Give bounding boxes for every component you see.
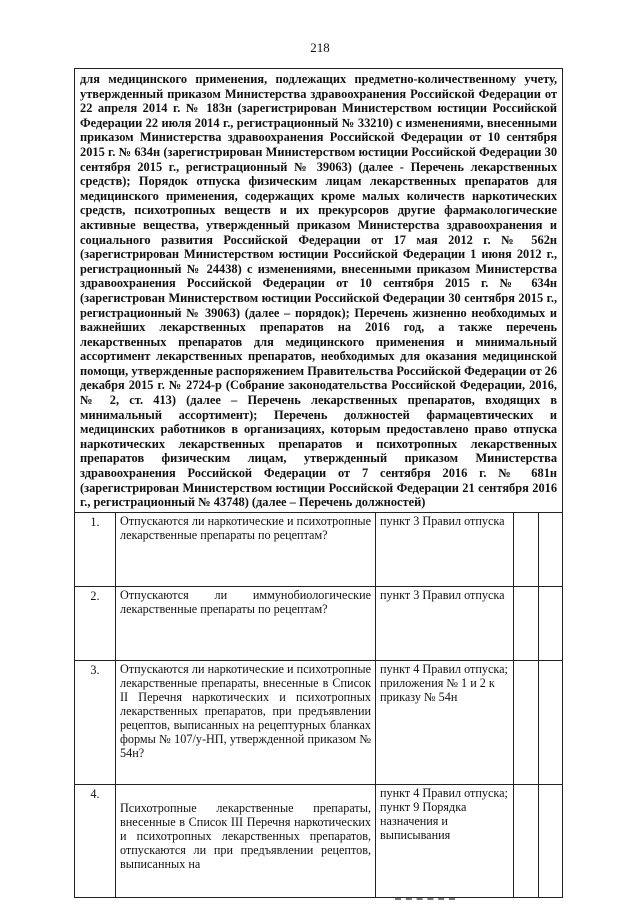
reference-cell: пункт 3 Правил отпуска xyxy=(376,586,514,660)
table-row xyxy=(75,660,563,784)
row-number: 4. xyxy=(75,784,116,897)
answer-cell-yes xyxy=(514,586,539,660)
header-row xyxy=(75,69,563,513)
scan-artifact-mark xyxy=(395,898,455,902)
table-row xyxy=(75,512,563,586)
table-row xyxy=(75,784,563,897)
row-number: 3. xyxy=(75,660,116,784)
answer-cell-yes xyxy=(514,784,539,897)
reference-cell: пункт 3 Правил отпуска xyxy=(376,512,514,586)
table-row xyxy=(75,586,563,660)
reference-cell: пункт 4 Правил отпуска; пункт 9 Порядка назначения и выписывания xyxy=(376,784,514,897)
row-number: 1. xyxy=(75,512,116,586)
question-cell: Отпускаются ли наркотические и психотропные лекарственные препараты по рецептам? xyxy=(116,512,376,586)
row-number: 2. xyxy=(75,586,116,660)
answer-cell-yes xyxy=(514,512,539,586)
answer-cell-yes xyxy=(514,660,539,784)
answer-cell-no xyxy=(539,660,563,784)
header-text: для медицинского применения, подлежащих предметно-количественному учету, утвержденный приказом Министерства здравоохранения Российской Федерации от 22 апреля 2014 г. № 183н (зарегистрирован Министерством юстиции Российской Федерации 22 июля 2014 г., регистрационный № 33210) с изменениями, внесенными приказом Министерства здравоохранения Российской Федерации от 10 сентября 2015 г. № 634н (зарегистрирован Министерством юстиции Российской Федерации 30 сентября 2015 г., регистрационный № 39063) (далее - Перечень лекарственных средств); Порядок отпуска физическим лицам лекарственных препаратов для медицинского применения, содержащих кроме малых количеств наркотических средств, психотропных веществ и их прекурсоров другие фармакологические активные вещества, утвержденный приказом Министерства здравоохранения и социального развития Российской Федерации от 17 мая 2012 г. № 562н (зарегистрирован Министерством юстиции Российской Федерации 1 июня 2012 г., регистрационный № 24438) с изменениями, внесенными приказом Министерства здравоохранения Российской Федерации от 10 сентября 2015 г. № 634н (зарегистрован Министерством юстиции Российской Федерации 30 сентября 2015 г., регистрационный № 39063) (далее – порядок); Перечень жизненно необходимых и важнейших лекарственных препаратов на 2016 год, а также перечень лекарственных препаратов для медицинского применения и минимальный ассортимент лекарственных препаратов, необходимых для оказания медицинской помощи, утвержденные распоряжением Правительства Российской Федерации от 26 декабря 2015 г. № 2724-р (Собрание законодательства Российской Федерации, 2016, № 2, ст. 413) (далее – Перечень лекарственных препаратов, входящих в минимальный ассортимент); Перечень должностей фармацевтических и медицинских работников в организациях, которым предоставлено право отпуска наркотических лекарственных препаратов и психотропных лекарственных препаратов физическим лицам, утвержденный приказом Министерства здравоохранения Российской Федерации от 7 сентября 2016 г. № 681н (зарегистрирован Министерством юстиции Российской Федерации 21 сентября 2016 г., регистрационный № 43748) (далее – Перечень должностей) xyxy=(75,69,563,513)
answer-cell-no xyxy=(539,784,563,897)
question-cell: Психотропные лекарственные препараты, внесенные в Список III Перечня наркотических и психотропных лекарственных препаратов, отпускаются ли при предъявлении рецептов, выписанных на xyxy=(116,784,376,897)
question-cell: Отпускаются ли наркотические и психотропные лекарственные препараты, внесенные в Список II Перечня наркотических и психотропных лекарственных препаратов, при предъявлении рецептов, выписанных на рецептурных бланках формы № 107/у-НП, утвержденной приказом № 54н? xyxy=(116,660,376,784)
answer-cell-no xyxy=(539,512,563,586)
page-number: 218 xyxy=(310,40,330,55)
reference-cell: пункт 4 Правил отпуска; приложения № 1 и 2 к приказу № 54н xyxy=(376,660,514,784)
checklist-table xyxy=(74,68,563,898)
answer-cell-no xyxy=(539,586,563,660)
question-cell: Отпускаются ли иммунобиологические лекарственные препараты по рецептам? xyxy=(116,586,376,660)
